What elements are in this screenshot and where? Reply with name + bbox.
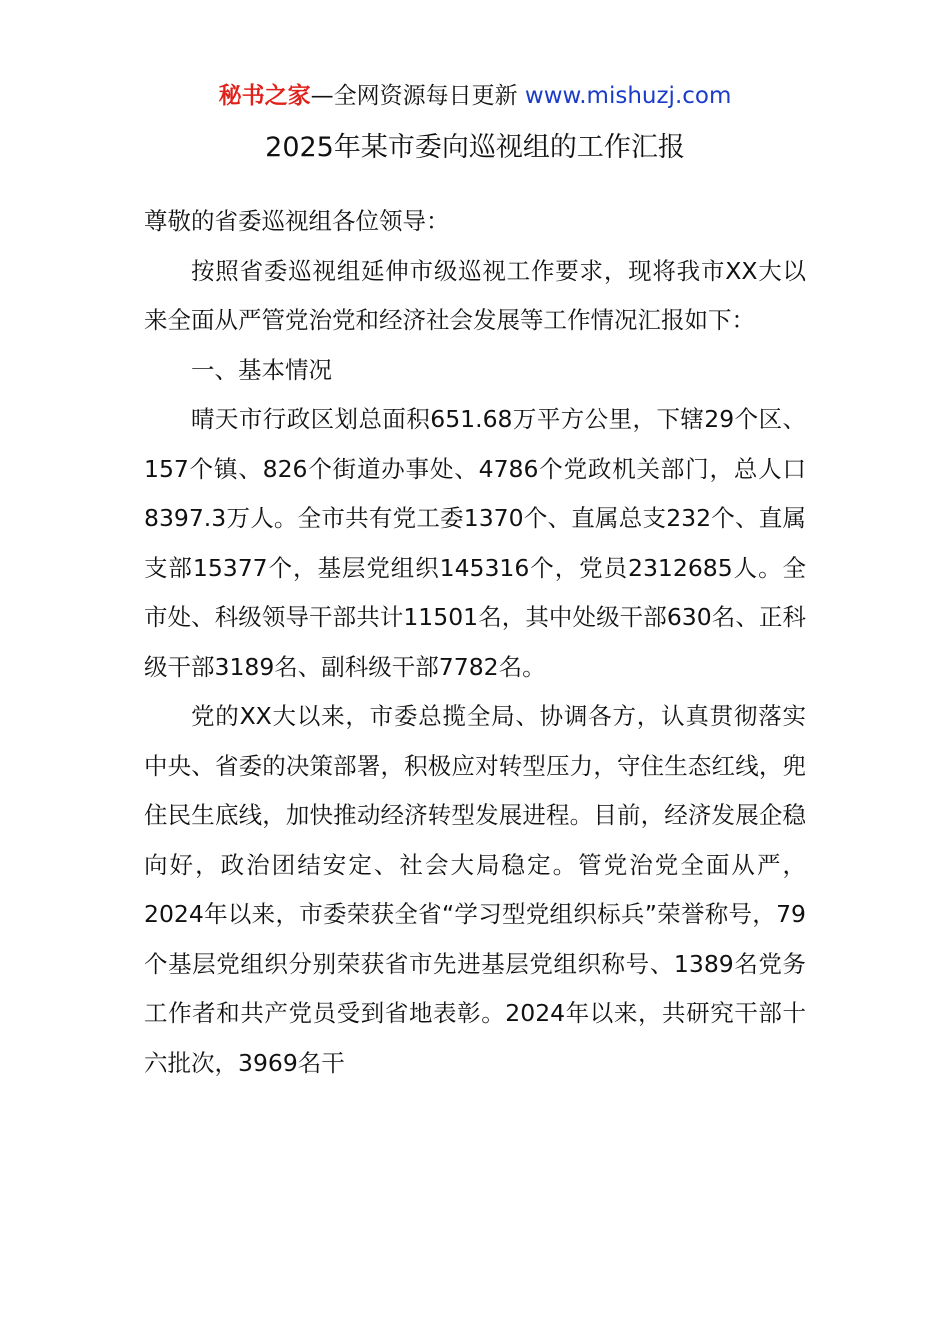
- section-heading: 一、基本情况: [191, 355, 332, 384]
- paragraph-basic-info: 晴天市行政区划总面积651.68万平方公里，下辖29个区、157个镇、826个街道办事处、4786个党政机关部门，总人口8397.3万人。全市共有党工委1370个、直属总支232个、直属支部15377个，基层党组织145316个，党员2312685人。全市处、科级领导干部共计11501名，其中处级干部630名、正科级干部3189名、副科级干部7782名。: [144, 405, 806, 681]
- site-tagline: —全网资源每日更新: [310, 83, 525, 109]
- site-header: [0, 80, 950, 112]
- document-title: 2025年某市委向巡视组的工作汇报: [265, 132, 685, 163]
- salutation: 尊敬的省委巡视组各位领导：: [144, 207, 450, 235]
- site-url-link[interactable]: www.mishuzj.com: [524, 83, 732, 109]
- site-brand: 秘书之家: [218, 83, 311, 109]
- paragraph-progress: 党的XX大以来，市委总揽全局、协调各方，认真贯彻落实中央、省委的决策部署，积极应对转型压力，守住生态红线，兜住民生底线，加快推动经济转型发展进程。目前，经济发展企稳向好，政治团结安定、社会大局稳定。管党治党全面从严，2024年以来，市委荣获全省“学习型党组织标兵”荣誉称号，79个基层党组织分别荣获省市先进基层党组织称号、1389名党务工作者和共产党员受到省地表彰。2024年以来，共研究干部十六批次，3969名干: [144, 702, 806, 1077]
- document-body: [144, 197, 806, 1088]
- paragraph-intro: 按照省委巡视组延伸市级巡视工作要求，现将我市XX大以来全面从严管党治党和经济社会发展等工作情况汇报如下：: [144, 256, 806, 334]
